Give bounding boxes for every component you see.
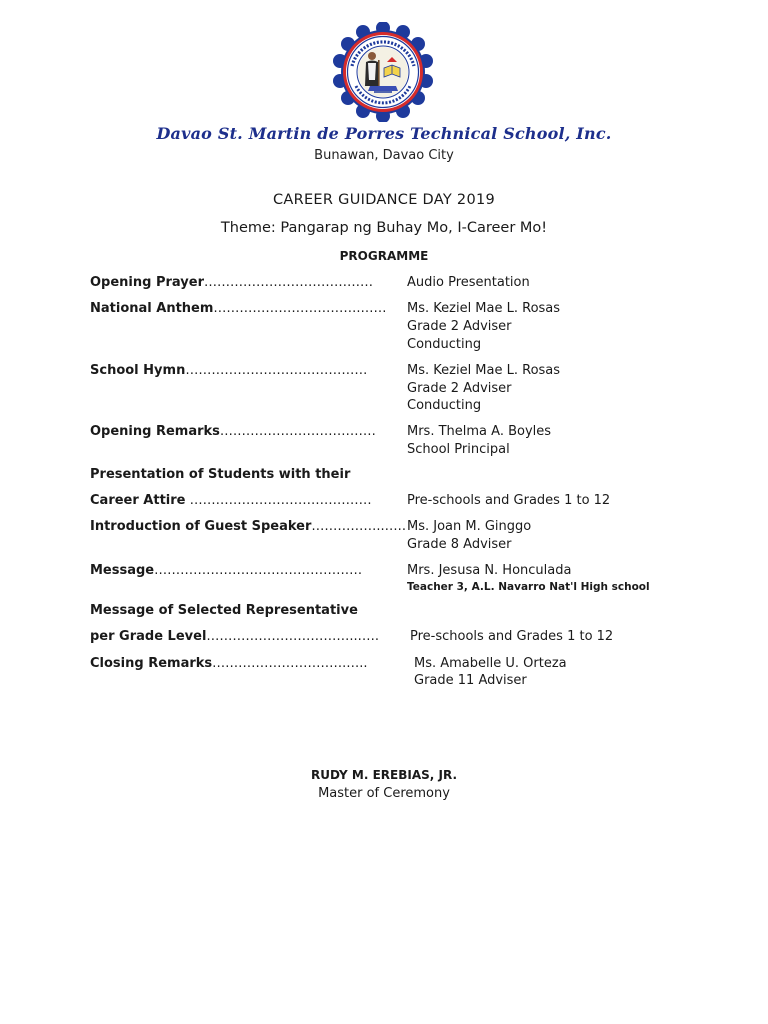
part-label: Message of Selected Representative xyxy=(90,603,358,618)
part-label: Career Attire xyxy=(90,493,186,508)
leader-dots: ………………………………… xyxy=(204,275,373,290)
event-theme: Theme: Pangarap ng Buhay Mo, I-Career Mo! xyxy=(220,220,548,236)
part-detail: Conducting xyxy=(407,398,482,413)
programme-part-rep-message xyxy=(90,602,358,620)
leader-dots: ……………………………...…. xyxy=(206,629,379,644)
programme-part-school-hymn xyxy=(90,362,367,380)
part-detail: Ms. Amabelle U. Orteza xyxy=(414,656,567,671)
programme-part-per-grade-level xyxy=(90,628,379,646)
leader-dots: …………………………………… xyxy=(185,493,372,508)
part-detail: Ms. Keziel Mae L. Rosas xyxy=(407,363,561,378)
programme-part-message xyxy=(90,562,362,580)
part-detail: Pre-schools and Grades 1 to 12 xyxy=(410,629,614,644)
part-detail: Mrs. Thelma A. Boyles xyxy=(407,424,552,439)
programme-part-opening-prayer xyxy=(90,274,373,292)
part-label: Introduction of Guest Speaker xyxy=(90,519,312,534)
part-detail: Conducting xyxy=(407,337,482,352)
leader-dots: ……………………………… xyxy=(219,424,376,439)
part-detail: School Principal xyxy=(407,442,510,457)
emcee-role: Master of Ceremony xyxy=(318,786,450,801)
programme-part-national-anthem xyxy=(90,300,387,318)
school-address: Bunawan, Davao City xyxy=(314,148,454,163)
part-detail: Teacher 3, A.L. Navarro Nat'l High school xyxy=(407,581,650,593)
event-title: CAREER GUIDANCE DAY 2019 xyxy=(272,192,496,208)
part-detail: Ms. Keziel Mae L. Rosas xyxy=(407,301,561,316)
school-name: Davao St. Martin de Porres Technical School, Inc. xyxy=(156,124,612,143)
part-detail: Audio Presentation xyxy=(407,275,530,290)
programme-part-career-attire xyxy=(90,492,372,510)
part-label: per Grade Level xyxy=(90,629,207,644)
programme-heading: PROGRAMME xyxy=(339,249,429,263)
leader-dots: ……………..….. xyxy=(311,519,406,534)
part-label: National Anthem xyxy=(90,301,214,316)
leader-dots: ………………………….….. xyxy=(212,656,368,671)
part-detail: Grade 8 Adviser xyxy=(407,537,512,552)
part-detail: Mrs. Jesusa N. Honculada xyxy=(407,563,572,578)
part-label: Message xyxy=(90,563,155,578)
part-detail: Grade 2 Adviser xyxy=(407,381,512,396)
part-label: Presentation of Students with their xyxy=(90,467,351,482)
programme-part-opening-remarks xyxy=(90,423,376,441)
leader-dots: …………………………….…… xyxy=(213,301,387,316)
part-label: Opening Remarks xyxy=(90,424,220,439)
part-detail: Pre-schools and Grades 1 to 12 xyxy=(407,493,611,508)
leader-dots: …………………………………… xyxy=(185,363,368,378)
emcee-name: RUDY M. EREBIAS, JR. xyxy=(310,768,457,782)
part-label: School Hymn xyxy=(90,363,186,378)
part-detail: Ms. Joan M. Ginggo xyxy=(407,519,532,534)
leader-dots: ………………………………………… xyxy=(154,563,363,578)
programme-part-guest-intro xyxy=(90,518,406,536)
part-label: Closing Remarks xyxy=(90,656,213,671)
part-detail: Grade 2 Adviser xyxy=(407,319,512,334)
part-label: Opening Prayer xyxy=(90,275,204,290)
programme-part-presentation xyxy=(90,466,350,484)
school-logo xyxy=(330,22,436,122)
part-detail: Grade 11 Adviser xyxy=(414,673,527,688)
programme-part-closing-remarks xyxy=(90,655,368,673)
